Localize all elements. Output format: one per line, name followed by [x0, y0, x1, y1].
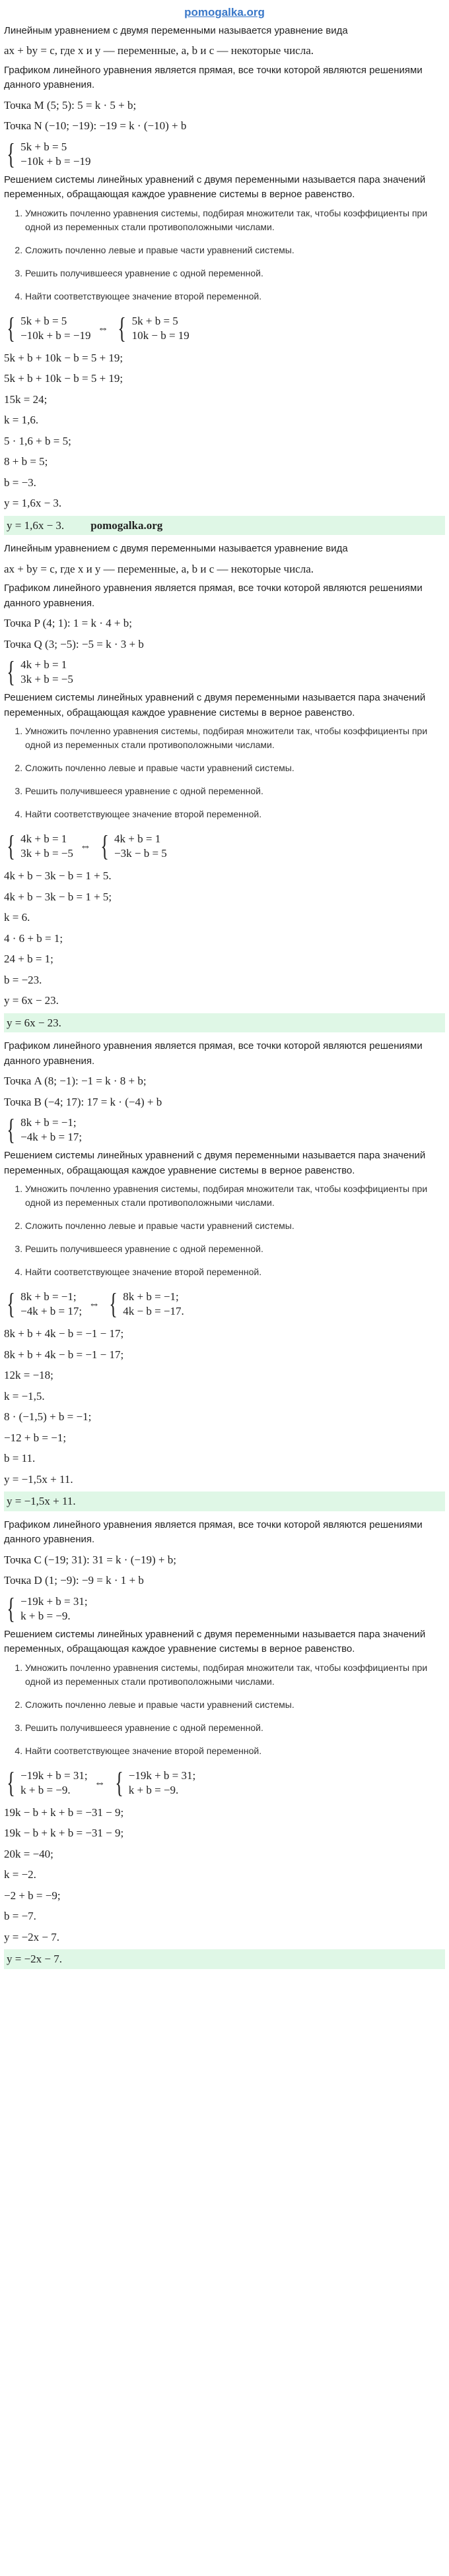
- site-logo-link[interactable]: pomogalka.org: [184, 6, 265, 18]
- step-item: 1. Умножить почленно уравнения системы, подбирая множители так, чтобы коэффициенты при одной из переменных стали противоположными числами.: [25, 724, 445, 752]
- work-line: 4k + b − 3k − b = 1 + 5;: [4, 890, 112, 903]
- work-line: b = −3.: [4, 476, 36, 489]
- brace-icon: {: [7, 311, 15, 344]
- system-definition: Решением системы линейных уравнений с двумя переменными называется пара значений переменных, обращающая каждое уравнение системы в верное равенство.: [4, 692, 426, 718]
- step-item: 3. Решить получившееся уравнение с одной переменной.: [25, 267, 445, 280]
- system-row: 5k + b = 5: [20, 140, 67, 153]
- brace-icon: {: [109, 1288, 118, 1320]
- equation-system-transformed: [4, 1766, 196, 1799]
- system-row: 8k + b = −1;: [20, 1290, 77, 1303]
- point-equation: Точка A (8; −1): −1 = k · 8 + b;: [4, 1075, 147, 1087]
- equation-system-transformed: [4, 1290, 184, 1319]
- equivalence-arrow-icon: ⇔: [97, 321, 109, 334]
- system-row: −4k + b = 17;: [20, 1305, 83, 1317]
- system-row: 8k + b = −1;: [20, 1116, 77, 1129]
- work-line: 20k = −40;: [4, 1847, 53, 1860]
- graph-text: Графиком линейного уравнения является прямая, все точки которой являются решениями данного уравнения.: [4, 1040, 423, 1067]
- work-line: k = −2.: [4, 1868, 36, 1881]
- system-row: −3k − b = 5: [114, 847, 167, 860]
- step-item: 2. Сложить почленно левые и правые части уравнений системы.: [25, 1698, 445, 1712]
- work-line: 15k = 24;: [4, 393, 48, 406]
- work-line: 5k + b + 10k − b = 5 + 19;: [4, 372, 123, 385]
- work-line: 4 · 6 + b = 1;: [4, 931, 63, 945]
- work-line: 5k + b + 10k − b = 5 + 19;: [4, 351, 123, 364]
- work-line: k = 1,6.: [4, 414, 39, 426]
- system-row: 3k + b = −5: [20, 673, 73, 685]
- step-item: 2. Сложить почленно левые и правые части уравнений системы.: [25, 243, 445, 257]
- brace-icon: {: [114, 1766, 123, 1799]
- system-row: −10k + b = −19: [20, 329, 91, 342]
- system-row: −19k + b = 31;: [128, 1769, 196, 1782]
- work-line: 5 · 1,6 + b = 5;: [4, 434, 71, 447]
- system-row: 3k + b = −5: [20, 847, 73, 860]
- point-equation: Точка B (−4; 17): 17 = k · (−4) + b: [4, 1095, 162, 1108]
- work-line: y = 6x − 23.: [4, 994, 59, 1007]
- system-row: 5k + b = 5: [20, 314, 67, 327]
- work-line: b = −7.: [4, 1910, 36, 1922]
- steps-list: [4, 1182, 445, 1279]
- graph-text: Графиком линейного уравнения является прямая, все точки которой являются решениями данного уравнения.: [4, 1519, 423, 1545]
- step-item: 4. Найти соответствующее значение второй переменной.: [25, 1265, 445, 1279]
- system-row: −19k + b = 31;: [20, 1594, 88, 1608]
- work-line: 8 · (−1,5) + b = −1;: [4, 1410, 92, 1423]
- problem-block-1: [4, 24, 445, 536]
- answer-highlight: y = 1,6x − 3. pomogalka.org: [4, 516, 445, 536]
- work-line: −12 + b = −1;: [4, 1431, 67, 1444]
- step-item: 3. Решить получившееся уравнение с одной переменной.: [25, 1242, 445, 1256]
- work-line: k = −1,5.: [4, 1389, 45, 1402]
- step-item: 3. Решить получившееся уравнение с одной переменной.: [25, 784, 445, 798]
- point-equation: Точка Q (3; −5): −5 = k · 3 + b: [4, 637, 144, 650]
- equivalence-arrow-icon: ⇔: [79, 840, 91, 853]
- work-line: b = −23.: [4, 973, 42, 986]
- answer-highlight: y = −1,5x + 11.: [4, 1492, 445, 1511]
- brace-icon: {: [118, 311, 127, 344]
- step-item: 3. Решить получившееся уравнение с одной переменной.: [25, 1721, 445, 1735]
- work-line: 19k − b + k + b = −31 − 9;: [4, 1827, 124, 1839]
- system-row: −10k + b = −19: [20, 154, 91, 168]
- steps-list: [4, 1661, 445, 1758]
- system-definition: Решением системы линейных уравнений с двумя переменными называется пара значений переменных, обращающая каждое уравнение системы в верное равенство.: [4, 1150, 426, 1176]
- work-line: 24 + b = 1;: [4, 953, 53, 965]
- step-item: 1. Умножить почленно уравнения системы, подбирая множители так, чтобы коэффициенты при одной из переменных стали противоположными числами.: [25, 206, 445, 234]
- definition-text: Линейным уравнением с двумя переменными называется уравнение вида: [4, 543, 348, 554]
- brace-icon: {: [100, 830, 109, 862]
- definition-formula: ax + by = c, где x и y — переменные, a, b и c — некоторые числа.: [4, 562, 314, 575]
- work-line: y = 1,6x − 3.: [4, 497, 62, 509]
- work-line: 8k + b + 4k − b = −1 − 17;: [4, 1327, 124, 1340]
- work-line: −2 + b = −9;: [4, 1889, 61, 1902]
- work-line: 4k + b − 3k − b = 1 + 5.: [4, 869, 112, 882]
- step-item: 4. Найти соответствующее значение второй переменной.: [25, 1744, 445, 1758]
- equivalence-arrow-icon: ⇔: [88, 1298, 100, 1311]
- work-line: k = 6.: [4, 911, 30, 924]
- equation-system: [4, 1594, 88, 1623]
- system-row: k + b = −9.: [128, 1783, 179, 1796]
- problem-block-4: [4, 1518, 445, 1969]
- watermark: pomogalka.org: [90, 518, 163, 532]
- step-item: 2. Сложить почленно левые и правые части уравнений системы.: [25, 761, 445, 775]
- work-line: y = −1,5x + 11.: [4, 1472, 73, 1486]
- step-item: 1. Умножить почленно уравнения системы, подбирая множители так, чтобы коэффициенты при одной из переменных стали противоположными числами.: [25, 1661, 445, 1689]
- equation-system-transformed: [4, 832, 167, 861]
- work-line: 19k − b + k + b = −31 − 9;: [4, 1806, 124, 1819]
- step-item: 4. Найти соответствующее значение второй переменной.: [25, 290, 445, 303]
- system-row: 8k + b = −1;: [123, 1290, 179, 1303]
- system-row: 10k − b = 19: [131, 329, 190, 342]
- work-line: 8k + b + 4k − b = −1 − 17;: [4, 1348, 124, 1361]
- brace-icon: {: [7, 1288, 15, 1320]
- system-row: 5k + b = 5: [131, 314, 178, 327]
- equivalence-arrow-icon: ⇔: [94, 1776, 106, 1789]
- brace-icon: {: [7, 1592, 15, 1625]
- step-item: 1. Умножить почленно уравнения системы, подбирая множители так, чтобы коэффициенты при одной из переменных стали противоположными числами.: [25, 1182, 445, 1210]
- equation-system-transformed: [4, 311, 190, 344]
- system-row: −4k + b = 17;: [20, 1131, 83, 1143]
- system-row: 4k + b = 1: [20, 658, 67, 671]
- equation-system: [4, 1115, 82, 1145]
- graph-text: Графиком линейного уравнения является прямая, все точки которой являются решениями данного уравнения.: [4, 582, 423, 609]
- step-item: 2. Сложить почленно левые и правые части уравнений системы.: [25, 1219, 445, 1233]
- equation-system: [4, 137, 91, 170]
- brace-icon: {: [7, 656, 15, 688]
- system-definition: Решением системы линейных уравнений с двумя переменными называется пара значений переменных, обращающая каждое уравнение системы в верное равенство.: [4, 173, 426, 200]
- steps-list: [4, 724, 445, 821]
- brace-icon: {: [7, 1766, 15, 1799]
- equation-system: [4, 658, 73, 687]
- work-line: 12k = −18;: [4, 1369, 53, 1381]
- point-equation: Точка P (4; 1): 1 = k · 4 + b;: [4, 617, 132, 629]
- point-equation: Точка M (5; 5): 5 = k · 5 + b;: [4, 98, 137, 111]
- point-equation: Точка D (1; −9): −9 = k · 1 + b: [4, 1574, 144, 1586]
- work-line: y = −2x − 7.: [4, 1930, 60, 1943]
- definition-text: Линейным уравнением с двумя переменными называется уравнение вида: [4, 24, 348, 36]
- system-definition: Решением системы линейных уравнений с двумя переменными называется пара значений переменных, обращающая каждое уравнение системы в верное равенство.: [4, 1628, 426, 1654]
- system-row: 4k − b = −17.: [123, 1305, 184, 1317]
- steps-list: [4, 206, 445, 303]
- brace-icon: {: [7, 830, 15, 862]
- system-row: −19k + b = 31;: [20, 1769, 88, 1782]
- brace-icon: {: [7, 1114, 15, 1146]
- point-equation: Точка N (−10; −19): −19 = k · (−10) + b: [4, 119, 187, 132]
- system-row: 4k + b = 1: [114, 832, 161, 845]
- answer-highlight: y = −2x − 7.: [4, 1949, 445, 1969]
- answer-highlight: y = 6x − 23.: [4, 1013, 445, 1033]
- work-line: b = 11.: [4, 1452, 36, 1464]
- system-row: 4k + b = 1: [20, 832, 67, 845]
- graph-text: Графиком линейного уравнения является прямая, все точки которой являются решениями данного уравнения.: [4, 64, 423, 90]
- system-row: k + b = −9.: [20, 1783, 71, 1796]
- point-equation: Точка C (−19; 31): 31 = k · (−19) + b;: [4, 1553, 176, 1566]
- brace-icon: {: [7, 137, 15, 170]
- work-line: 8 + b = 5;: [4, 455, 48, 468]
- definition-formula: ax + by = c, где x и y — переменные, a, b и c — некоторые числа.: [4, 44, 314, 57]
- system-row: k + b = −9.: [20, 1609, 71, 1622]
- problem-block-3: [4, 1039, 445, 1511]
- step-item: 4. Найти соответствующее значение второй переменной.: [25, 807, 445, 821]
- problem-block-2: [4, 542, 445, 1032]
